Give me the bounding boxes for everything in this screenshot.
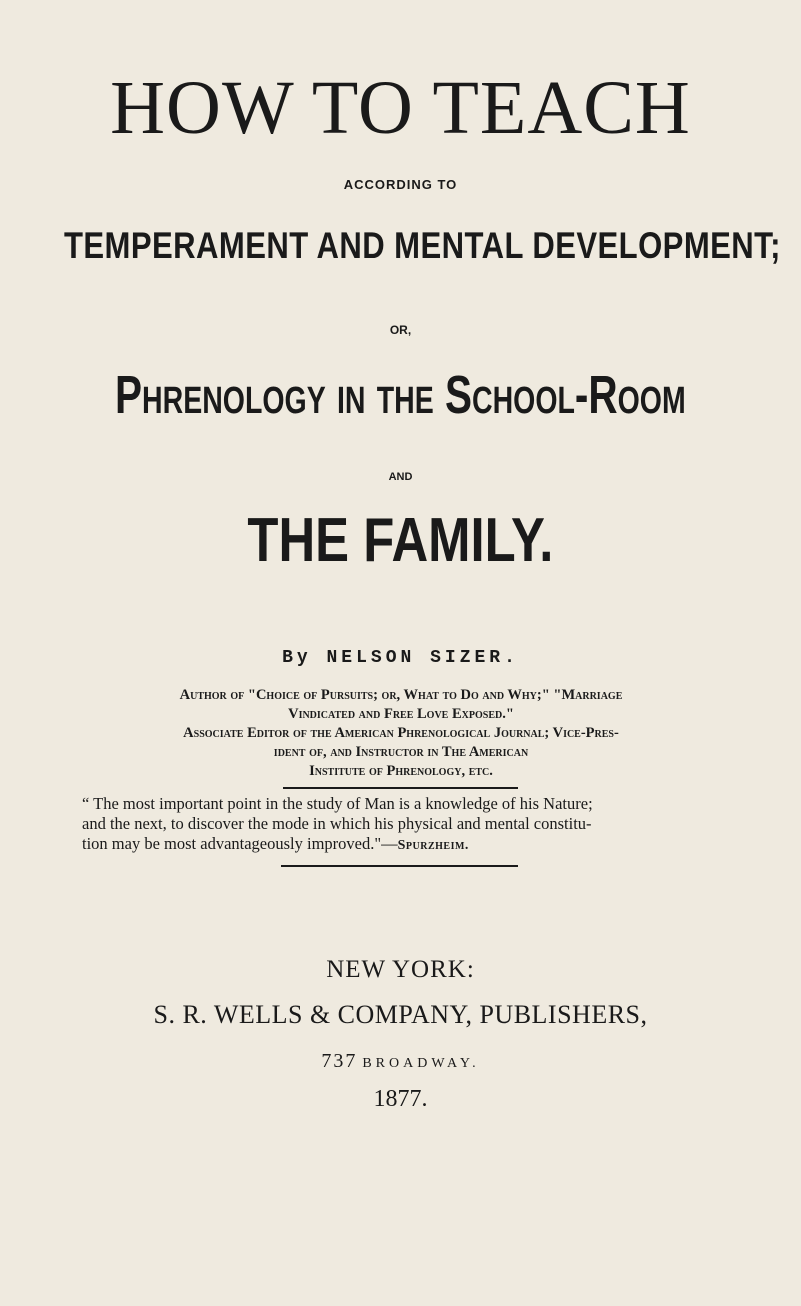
imprint-address (0, 1050, 801, 1073)
or-line: OR, (389, 323, 412, 337)
author-description-line: Author of "Choice of Pursuits; or, What to Do and Why;" "Marriage (179, 687, 623, 703)
address-number: 737 (321, 1050, 358, 1072)
imprint-publisher: S. R. WELLS & COMPANY, PUBLISHERS, (153, 1000, 648, 1029)
address-street: BROADWAY. (362, 1056, 480, 1071)
epigraph-line-final (82, 834, 722, 856)
imprint-city: NEW YORK: (326, 956, 475, 983)
epigraph-line: and the next, to discover the mode in which his physical and mental constitu- (82, 814, 592, 833)
divider-top (283, 787, 518, 789)
divider-bottom (281, 865, 518, 867)
imprint-year: 1877. (373, 1086, 428, 1112)
author-description-line: Institute of Phrenology, etc. (309, 763, 493, 779)
author-description (76, 686, 726, 781)
main-title: HOW TO TEACH (110, 66, 691, 150)
epigraph-attribution: Spurzheim. (397, 838, 469, 853)
author-byline: By NELSON SIZER. (282, 648, 519, 668)
according-to-line: ACCORDING TO (343, 177, 458, 192)
subtitle-phrenology: Phrenology in the School-Room (115, 365, 686, 425)
epigraph-line: tion may be most advantageously improved."— (82, 834, 398, 853)
epigraph (82, 794, 722, 856)
subtitle-temperament: TEMPERAMENT AND MENTAL DEVELOPMENT; (64, 225, 781, 266)
and-line: AND (388, 471, 413, 483)
author-description-line: Associate Editor of the American Phrenological Journal; Vice-Pres- (183, 725, 619, 741)
epigraph-line: “ The most important point in the study of Man is a knowledge of his Nature; (82, 794, 593, 813)
author-description-line: Vindicated and Free Love Exposed." (288, 706, 514, 722)
author-description-line: ident of, and Instructor in The American (273, 744, 529, 760)
subtitle-family: THE FAMILY. (247, 506, 554, 575)
